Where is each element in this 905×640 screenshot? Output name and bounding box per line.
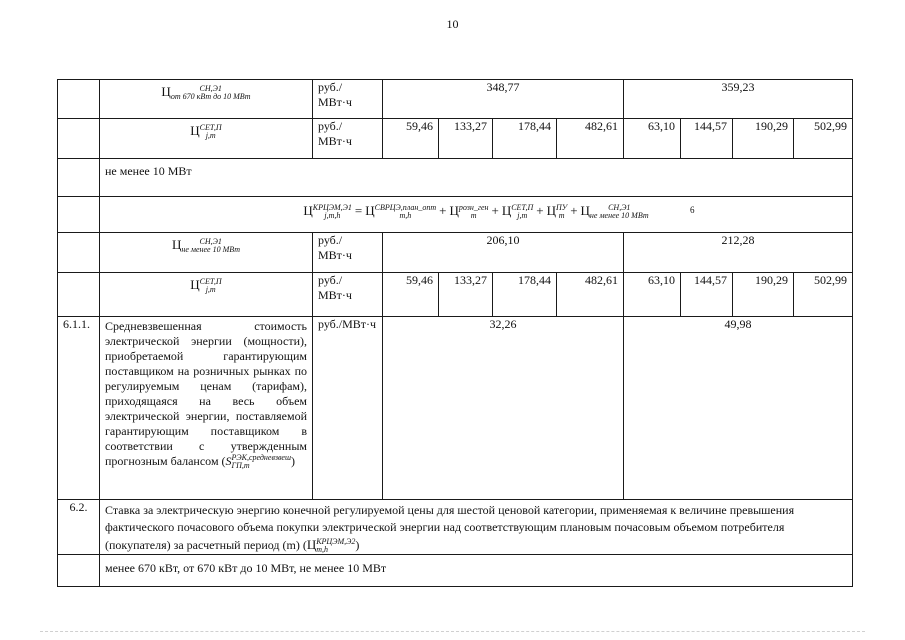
symbol-cell xyxy=(100,273,313,317)
value-cell: 32,26 xyxy=(383,317,624,500)
row-number-cell xyxy=(58,233,100,273)
row-number-cell xyxy=(58,555,100,587)
rate-symbol: Ц КРЦЭМ,Э2 m,h xyxy=(306,537,356,555)
table-row xyxy=(58,119,853,159)
price-symbol: Ц СН,Э1 от 670 кВт до 10 МВт xyxy=(161,84,251,102)
row-number-cell xyxy=(58,197,100,233)
table-row xyxy=(58,80,853,119)
description-cell: Средневзвешенная стоимость электрической энергии (мощности), приобретаемой гарантирующим поставщиком на розничных рынках по регулируемым ценам (тарифам), приходящаяся на весь объем электрической энергии, поставляемой гарантирующим поставщиком в соответствии с утвержденным прогнозным балансом (S РЭК,средневзвеш ГП,m ) xyxy=(100,317,313,500)
price-symbol: Ц СЕТ,П j,m xyxy=(190,123,222,141)
page-number: 10 xyxy=(446,17,459,31)
description-text: Средневзвешенная стоимость электрической энергии (мощности), приобретаемой гарантирующим поставщиком на розничных рынках по регулируемым ценам (тарифам), приходящаяся на весь объем электрической энергии, поставляемой гарантирующим поставщиком в соответствии с утвержденным прогнозным балансом ( xyxy=(105,319,307,468)
table-row xyxy=(58,233,853,273)
value-cell: 348,77 xyxy=(383,80,624,119)
value-cell: 482,61 xyxy=(557,119,624,159)
symbol-cell xyxy=(100,80,313,119)
formula-cell xyxy=(100,197,853,233)
description-text: Ставка за электрическую энергию конечной регулируемой цены для шестой ценовой категории, применяемая к величине превышения фактического почасового объема покупки электрической энергии над соответствующим плановым почасовым объемом потребителя (покупателя) за расчетный период (m) ( xyxy=(105,503,795,552)
subgroup-label: менее 670 кВт, от 670 кВт до 10 МВт, не менее 10 МВт xyxy=(100,555,853,587)
value-cell: 206,10 xyxy=(383,233,624,273)
value-cell: 502,99 xyxy=(794,273,853,317)
value-cell: 190,29 xyxy=(733,273,794,317)
value-cell: 59,46 xyxy=(383,119,439,159)
value-cell: 144,57 xyxy=(681,119,733,159)
value-cell: 359,23 xyxy=(624,80,853,119)
value-cell: 178,44 xyxy=(493,119,557,159)
unit-cell: руб./ МВт·ч xyxy=(313,273,383,317)
unit-cell: руб./ МВт·ч xyxy=(313,80,383,119)
value-cell: 59,46 xyxy=(383,273,439,317)
table-row xyxy=(58,159,853,197)
value-cell: 63,10 xyxy=(624,273,681,317)
unit-cell: руб./МВт·ч xyxy=(313,317,383,500)
price-symbol: Ц СН,Э1 не менее 10 МВт xyxy=(171,237,241,255)
footnote-marker: 6 xyxy=(690,205,695,215)
value-cell: 49,98 xyxy=(624,317,853,500)
value-cell: 144,57 xyxy=(681,273,733,317)
value-cell: 502,99 xyxy=(794,119,853,159)
tariff-table xyxy=(57,79,853,587)
table-row xyxy=(58,273,853,317)
value-cell: 212,28 xyxy=(624,233,853,273)
unit-cell: руб./ МВт·ч xyxy=(313,119,383,159)
row-number-cell: 6.2. xyxy=(58,500,100,555)
table-row xyxy=(58,317,853,500)
price-symbol: Ц СЕТ,П j,m xyxy=(190,277,222,295)
symbol-cell xyxy=(100,119,313,159)
symbol-cell xyxy=(100,233,313,273)
row-number-cell xyxy=(58,273,100,317)
balance-symbol: S РЭК,средневзвеш ГП,m xyxy=(225,453,292,471)
value-cell: 482,61 xyxy=(557,273,624,317)
value-cell: 190,29 xyxy=(733,119,794,159)
value-cell: 133,27 xyxy=(439,119,493,159)
table-row xyxy=(58,197,853,233)
row-number-cell xyxy=(58,119,100,159)
row-number-cell xyxy=(58,159,100,197)
description-cell: Ставка за электрическую энергию конечной регулируемой цены для шестой ценовой категории, применяемая к величине превышения фактического почасового объема покупки электрической энергии над соответствующим плановым почасовым объемом потребителя (покупателя) за расчетный период (m) (Ц КРЦЭМ,Э2 m,h ) xyxy=(100,500,853,555)
row-number-cell: 6.1.1. xyxy=(58,317,100,500)
value-cell: 63,10 xyxy=(624,119,681,159)
page-bottom-rule xyxy=(40,631,865,632)
value-cell: 133,27 xyxy=(439,273,493,317)
value-cell: 178,44 xyxy=(493,273,557,317)
formula: Ц КРЦЭМ,Э1 j,m,h = Ц СВРЦЭ,план_опт m,h + Ц розн_ген m + Ц СЕТ,П j,m + Ц ПУ m + Ц СН,Э1 не менее 10 МВт xyxy=(303,203,649,221)
table-row xyxy=(58,500,853,555)
table-row xyxy=(58,555,853,587)
row-number-cell xyxy=(58,80,100,119)
unit-cell: руб./ МВт·ч xyxy=(313,233,383,273)
subgroup-label: не менее 10 МВт xyxy=(100,159,853,197)
